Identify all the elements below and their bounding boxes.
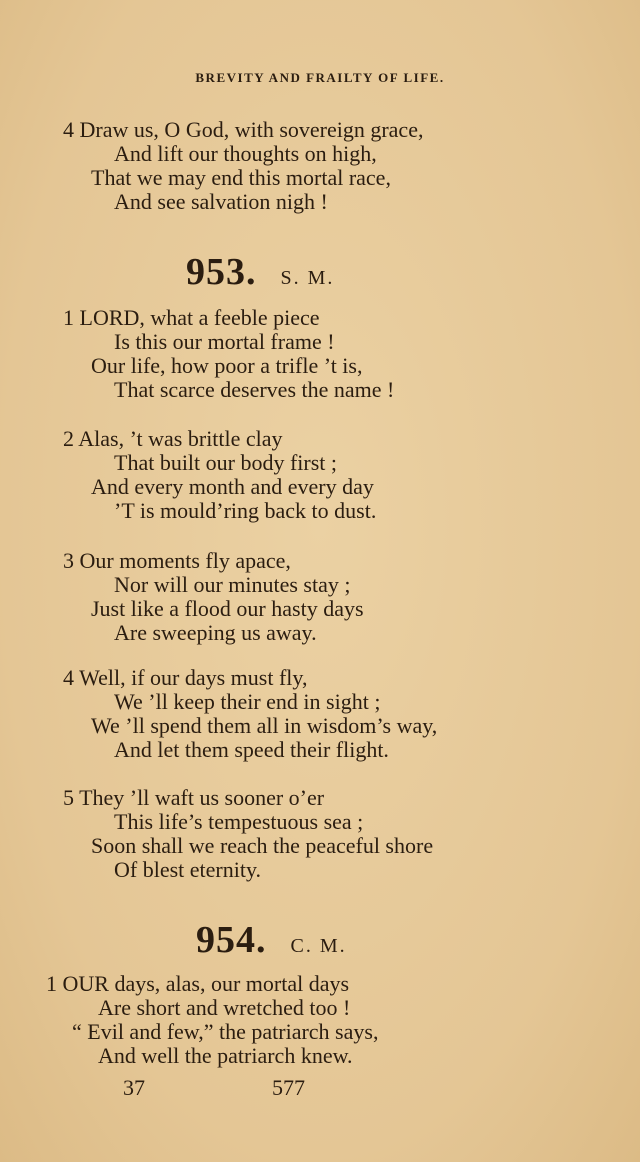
verse-line: Is this our mortal frame ! [114,329,335,354]
hymn-number: 953. [186,251,257,293]
verse-line: And well the patriarch knew. [98,1043,353,1068]
verse-line: 3 Our moments fly apace, [63,548,291,573]
verse-line: 5 They ’ll waft us sooner o’er [63,785,325,810]
verse-line: 4 Well, if our days must fly, [63,665,308,690]
page-number: 577 [272,1075,305,1100]
verse-line: Of blest eternity. [114,857,262,882]
hymn-meter: S. M. [280,267,335,289]
verse-line: This life’s tempestuous sea ; [114,809,364,834]
verse-line: That we may end this mortal race, [91,165,391,190]
hymn-number: 954. [196,919,267,961]
verse-line: Nor will our minutes stay ; [114,572,351,597]
verse-line: Are sweeping us away. [114,620,317,645]
verse-line: And every month and every day [91,474,374,499]
verse-line: 4 Draw us, O God, with sovereign grace, [63,117,424,142]
verse-line: Soon shall we reach the peaceful shore [91,833,434,858]
verse-line: That scarce deserves the name ! [114,377,395,402]
verse-line: “ Evil and few,” the patriarch says, [72,1019,379,1044]
verse-line: Our life, how poor a trifle ’t is, [91,353,363,378]
hymn-meter: C. M. [290,935,347,957]
verse-line: 2 Alas, ’t was brittle clay [63,426,283,451]
verse-line: 1 OUR days, alas, our mortal days [46,971,350,996]
verse-line: And see salvation nigh ! [114,189,328,214]
verse-line: That built our body first ; [114,450,338,475]
verse-line: Just like a flood our hasty days [91,596,364,621]
verse-line: ’T is mould’ring back to dust. [114,498,377,523]
hymn-heading-954 [196,918,347,962]
verse-line: And lift our thoughts on high, [114,141,377,166]
running-head: BREVITY AND FRAILTY OF LIFE. [195,70,445,85]
verse-line: 1 LORD, what a feeble piece [63,305,320,330]
verse-line: We ’ll keep their end in sight ; [114,689,381,714]
hymn-heading-953 [186,250,334,294]
verse-line: Are short and wretched too ! [98,995,351,1020]
verse-line: And let them speed their flight. [114,737,389,762]
verse-line: We ’ll spend them all in wisdom’s way, [91,713,438,738]
signature-mark: 37 [123,1075,145,1100]
